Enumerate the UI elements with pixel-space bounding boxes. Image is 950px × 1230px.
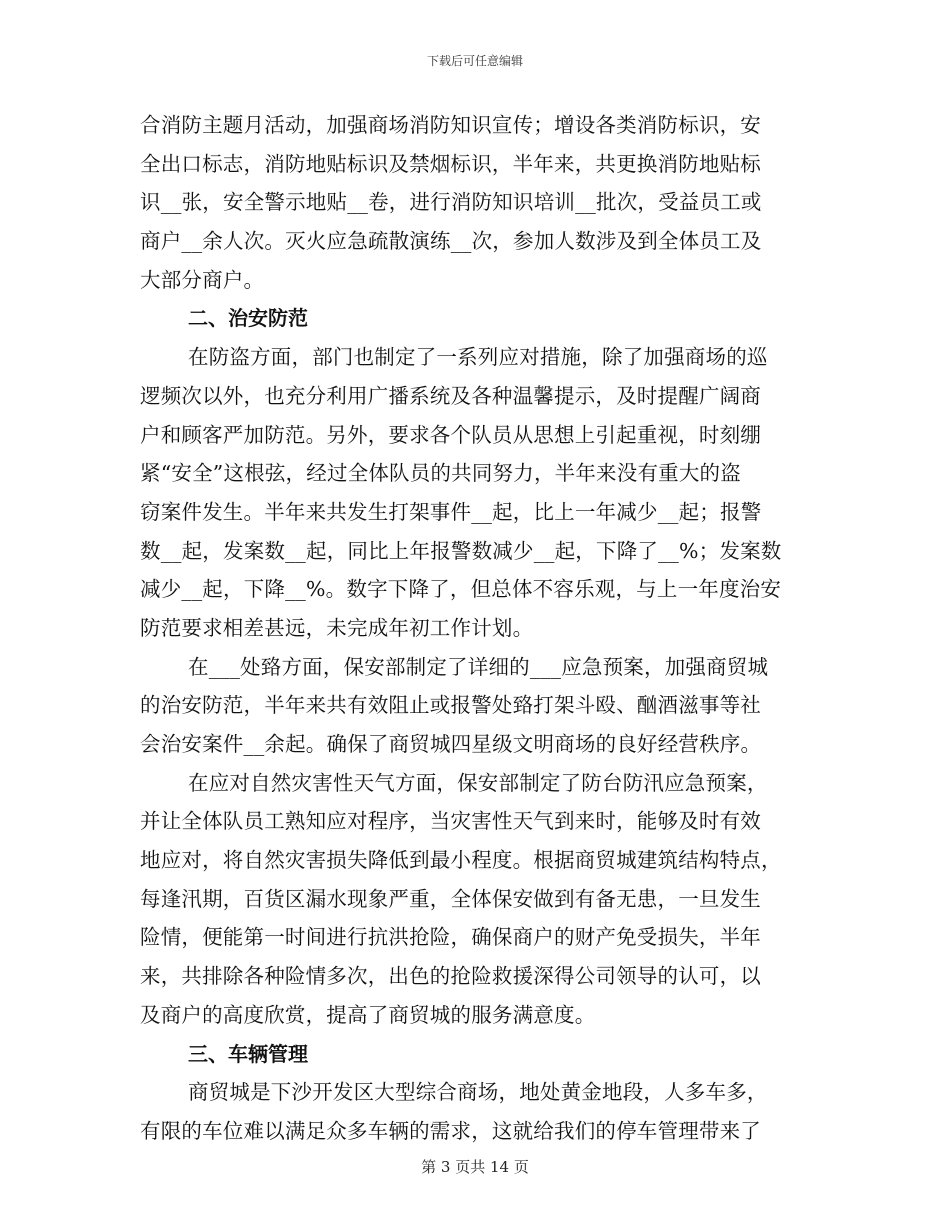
text-line: 每逢汛期，百货区漏水现象严重，全体保安做到有备无患，一旦发生: [140, 886, 761, 911]
text-line: 有限的车位难以满足众多车辆的需求，这就给我们的停车管理带来了: [140, 1118, 761, 1143]
section-heading: 二、治安防范: [188, 306, 308, 331]
text-line: 会治安案件__余起。确保了商贸城四星级文明商场的良好经营秩序。: [140, 732, 762, 756]
text-line: 合消防主题月活动，加强商场消防知识宣传；增设各类消防标识，安: [140, 113, 761, 137]
text-line: 的治安防范，半年来共有效阻止或报警处臵打架斗殴、酗酒滋事等社: [140, 693, 761, 718]
text-line: 全出口标志，消防地贴标识及禁烟标识，半年来，共更换消防地贴标: [140, 151, 761, 176]
text-line: 并让全体队员工熟知应对程序，当灾害性天气到来时，能够及时有效: [140, 809, 761, 834]
text-line: 防范要求相差甚远，未完成年初工作计划。: [140, 615, 534, 640]
text-line: 减少__起，下降__%。数字下降了，但总体不容乐观，与上一年度治安: [140, 577, 782, 602]
text-line: 户和顾客严加防范。另外，要求各个队员从思想上引起重视，时刻绷: [140, 422, 761, 447]
text-line: 紧“安全”这根弦，经过全体队员的共同努力，半年来没有重大的盗: [140, 461, 741, 486]
text-line: 商贸城是下沙开发区大型综合商场，地处黄金地段，人多车多，: [188, 1080, 768, 1105]
text-line: 数__起，发案数__起，同比上年报警数减少__起，下降了__%；发案数: [140, 538, 782, 563]
text-line: 逻频次以外，也充分利用广播系统及各种温馨提示，及时提醒广阔商: [140, 383, 761, 408]
text-line: 来，共排除各种险情多次，出色的抢险救援深得公司领导的认可，以: [140, 964, 761, 989]
page-header: 下载后可任意编辑: [426, 54, 523, 68]
text-line: 窃案件发生。半年来共发生打架事件__起，比上一年减少__起；报警: [140, 499, 762, 524]
text-line: 地应对，将自然灾害损失降低到最小程度。根据商贸城建筑结构特点，: [140, 848, 782, 873]
text-line: 及商户的高度欣赏，提高了商贸城的服务满意度。: [140, 1002, 596, 1027]
text-line: 识__张，安全警示地贴__卷，进行消防知识培训__批次，受益员工或: [140, 190, 762, 215]
section-heading: 三、车辆管理: [188, 1041, 308, 1066]
text-line: 在应对自然灾害性天气方面，保安部制定了防台防汛应急预案，: [188, 770, 768, 795]
text-line: 大部分商户。: [140, 267, 265, 292]
page-number: 第 3 页共 14 页: [421, 1158, 529, 1176]
text-line: 商户__余人次。灭火应急疏散演练__次，参加人数涉及到全体员工及: [140, 229, 762, 254]
document-body: [140, 106, 810, 1151]
text-line: 险情，便能第一时间进行抗洪抢险，确保商户的财产免受损失，半年: [140, 925, 761, 950]
text-line: 在___处臵方面，保安部制定了详细的___应急预案，加强商贸城: [188, 654, 769, 679]
text-line: 在防盗方面，部门也制定了一系列应对措施，除了加强商场的巡: [188, 345, 768, 370]
